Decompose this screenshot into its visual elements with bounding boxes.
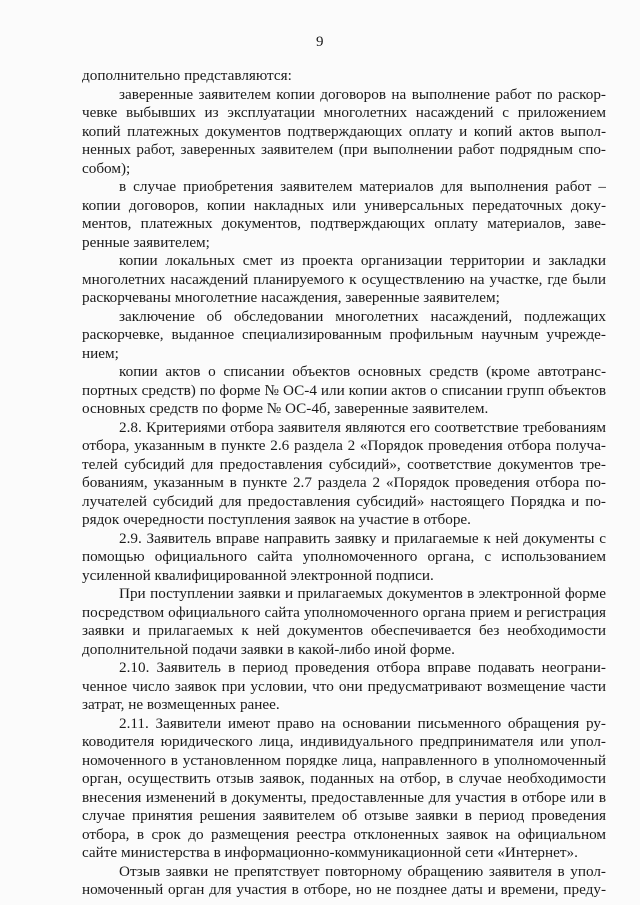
document-body [82,67,606,900]
text-line: ментов, платежных документов, подтверждающих оплату материалов, заве- [82,215,606,232]
text-line: портных средств) по форме № ОС-4 или копии актов о списании групп объектов [82,381,606,399]
text-line: посредством официального сайта уполномоченного органа прием и регистрация [82,603,606,621]
text-line: отбора, в срок до размещения реестра отклоненных заявок на официальном [82,825,606,843]
text-line: рядок очередности поступления заявок на участие в отборе. [82,511,471,528]
text-line: ренные заявителем; [82,233,210,251]
text-line: 2.10. Заявитель в период проведения отбора вправе подавать неограни- [119,659,606,676]
text-line: заключение об обследовании многолетних насаждений, подлежащих [119,307,606,325]
text-line: дополнительной подачи заявки в какой-либо иной форме. [82,640,455,658]
text-line: помощью официального сайта уполномоченного органа, с использованием [82,548,606,565]
text-line: номоченного в установленном порядке лица, направленного в уполномоченный [82,751,606,769]
text-line: сайте министерства в информационно-коммуникационной сети «Интернет». [82,844,578,861]
text-line: телей субсидий для предоставления субсидий», соответствие документов тре- [82,455,606,473]
text-line: раскорчевке, выданное специализированным профильным научным учрежде- [82,326,606,343]
text-line: в случае приобретения заявителем материалов для выполнения работ – [119,178,606,195]
text-line: многолетних насаждений планируемого к осуществлению на участке, где были [82,270,606,288]
text-line: орган, осуществить отзыв заявок, поданных на отбор, в случае необходимости [82,770,606,787]
text-line: собом); [82,159,131,177]
text-line: основных средств по форме № ОС-4б, заверенные заявителем. [82,400,489,417]
text-line: нием; [82,344,119,362]
text-line: внесения изменений в документы, предоставленные для участия в отборе или в [82,788,606,806]
text-line: копии локальных смет из проекта организации территории и закладки [119,252,606,269]
text-line: лучателей субсидий для предоставления субсидий» настоящего Порядка и по- [82,492,606,510]
text-line: копий платежных документов подтверждающих оплату и копий актов выпол- [82,122,606,140]
text-line: заявки и прилагаемых к ней документов обеспечивается без необходимости [82,622,606,639]
page-number: 9 [316,34,324,50]
text-line: усиленной квалифицированной электронной подписи. [82,566,434,584]
text-line: копии договоров, копии накладных или универсальных передаточных доку- [82,196,606,214]
text-line: ководителя юридического лица, индивидуального предпринимателя или упол- [82,733,606,750]
text-line: затрат, не возмещенных ранее. [82,696,280,713]
text-line: номоченный орган для участия в отборе, но не позднее даты и времени, преду- [82,881,606,898]
text-line: бованиям, указанным в пункте 2.7 раздела 2 «Порядок проведения отбора по- [82,474,606,491]
text-line: ненных работ, заверенных заявителем (при выполнении работ подрядным спо- [82,141,606,158]
text-line: дополнительно представляются: [82,67,292,84]
text-line: чевке выбывших из эксплуатации многолетних насаждений с приложением [82,104,606,121]
text-line: копии актов о списании объектов основных средств (кроме автотранс- [119,363,606,380]
text-line: 2.11. Заявители имеют право на основании письменного обращения ру- [119,714,606,732]
text-line: отбора, указанным в пункте 2.6 раздела 2 «Порядок проведения отбора получа- [82,437,606,454]
text-line: заверенные заявителем копии договоров на выполнение работ по раскор- [119,85,606,103]
text-line: ченное число заявок при условии, что они предусматривают возмещение части [82,677,606,695]
text-line: раскорчеваны многолетние насаждения, заверенные заявителем; [82,289,500,306]
text-line: случае принятия решения заявителем об отзыве заявки в период проведения [82,807,606,824]
text-line: При поступлении заявки и прилагаемых документов в электронной форме [119,585,606,602]
text-line: 2.9. Заявитель вправе направить заявку и прилагаемые к ней документы с [119,529,606,547]
text-line: Отзыв заявки не препятствует повторному обращению заявителя в упол- [119,862,606,880]
text-line: 2.8. Критериями отбора заявителя являются его соответствие требованиям [119,418,606,436]
